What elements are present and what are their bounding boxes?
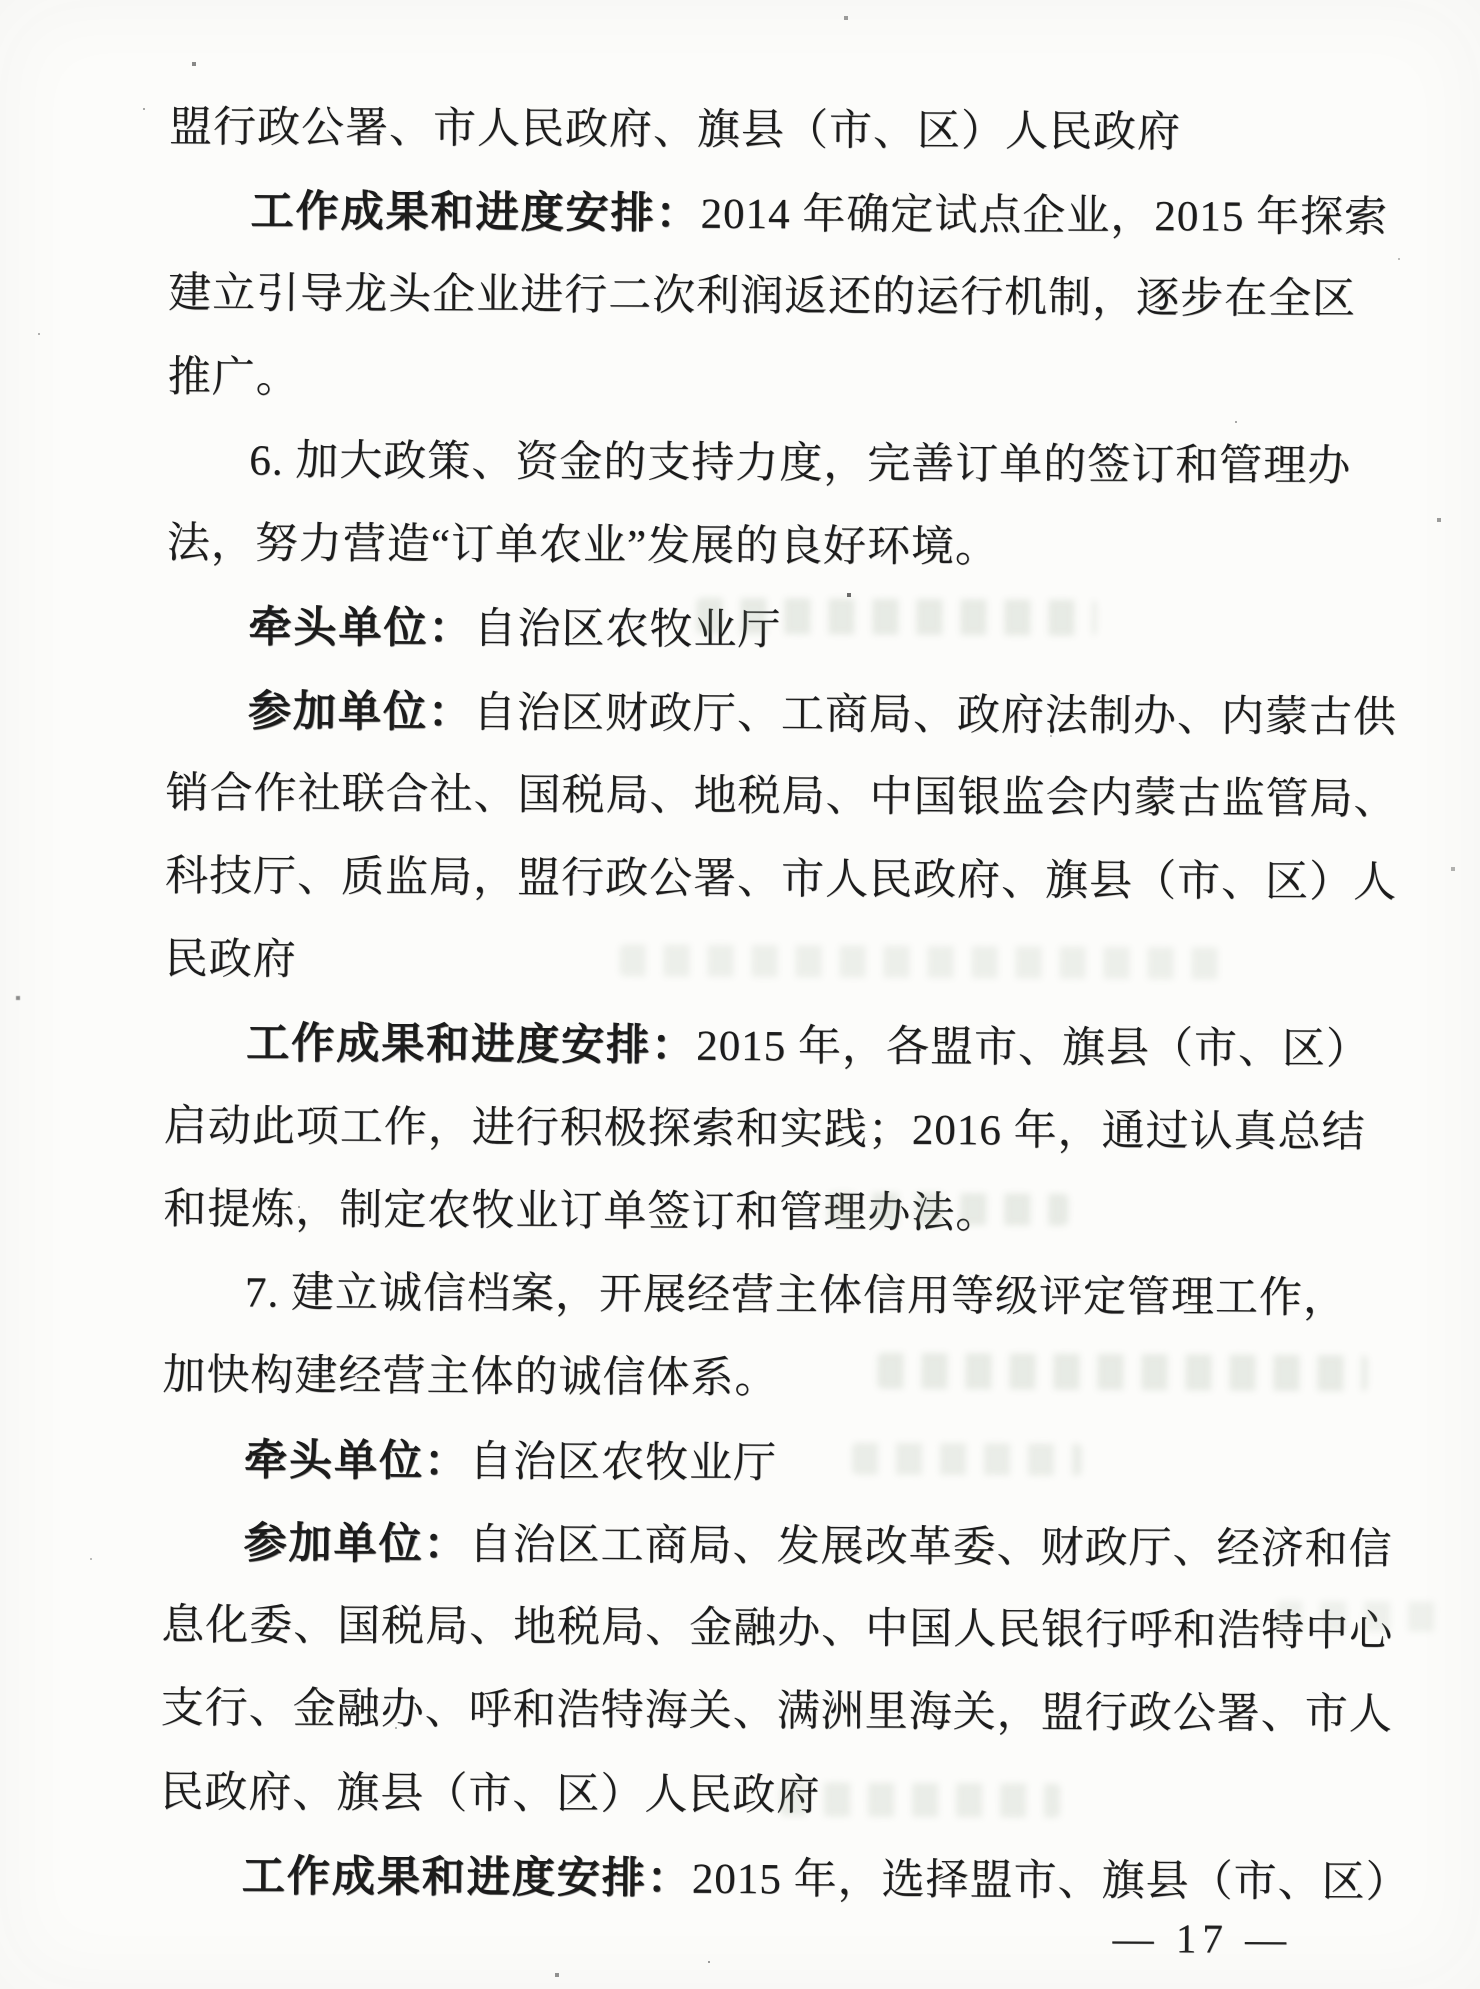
bold-label: 工作成果和进度安排： [250, 187, 701, 238]
line-text: 启动此项工作，进行积极探索和实践；2016 年，通过认真总结 [163, 1102, 1366, 1157]
line-text: 2014 年确定试点企业，2015 年探索 [700, 190, 1389, 242]
line-text: 自治区工商局、发展改革委、财政厅、经济和信 [468, 1521, 1393, 1574]
text-line [160, 1767, 820, 1822]
text-line [168, 268, 1356, 326]
line-text: 加快构建经营主体的诚信体系。 [162, 1351, 779, 1403]
text-line [167, 435, 1351, 493]
page-number: — 17 — [1112, 1914, 1293, 1962]
bold-label: 牵头单位： [248, 603, 474, 653]
line-text: 民政府、旗县（市、区）人民政府 [160, 1768, 821, 1820]
text-line [166, 685, 1397, 744]
text-line [165, 768, 1397, 826]
scan-noise-specks [0, 0, 2, 2]
text-line [163, 1184, 999, 1240]
line-text: 2015 年，选择盟市、旗县（市、区） [691, 1855, 1410, 1907]
bleedthrough-mark [877, 1353, 1367, 1392]
line-text: 6. 加大政策、资金的支持力度，完善订单的签订和管理办 [249, 437, 1352, 491]
line-text: 自治区农牧业厅 [473, 605, 782, 655]
line-text: 自治区农牧业厅 [468, 1438, 778, 1488]
line-text: 推广。 [167, 353, 300, 402]
text-line [166, 601, 781, 657]
bleedthrough-mark [852, 1443, 1082, 1476]
bleedthrough-mark [780, 1782, 1060, 1817]
text-line [161, 1517, 1392, 1576]
text-line [160, 1850, 1410, 1910]
line-text: 科技厅、质监局，盟行政公署、市人民政府、旗县（市、区）人 [164, 852, 1398, 907]
line-text: 盟行政公署、市人民政府、旗县（市、区）人民政府 [168, 104, 1182, 157]
text-line [165, 934, 297, 987]
line-text: 销合作社联合社、国税局、地税局、中国银监会内蒙古监管局、 [165, 769, 1398, 824]
text-line [164, 1101, 1366, 1159]
line-text: 和提炼，制定农牧业订单签订和管理办法。 [163, 1185, 1000, 1238]
line-text: 7. 建立诚信档案，开展经营主体信用等级评定管理工作， [244, 1269, 1348, 1323]
text-line [162, 1434, 777, 1490]
document-body [160, 102, 1480, 1907]
line-text: 法，努力营造“订单农业”发展的良好环境。 [166, 519, 1000, 572]
text-line [164, 1017, 1370, 1076]
line-text: 息化委、国税局、地税局、金融办、中国人民银行呼和浩特中心 [161, 1601, 1394, 1656]
bold-label: 参加单位： [243, 1519, 469, 1569]
text-line [161, 1683, 1393, 1741]
text-line [168, 185, 1388, 244]
line-text: 民政府 [164, 935, 297, 984]
line-text: 自治区财政厅、工商局、政府法制办、内蒙古供 [472, 689, 1398, 742]
bleedthrough-mark [620, 944, 1220, 979]
text-line [169, 102, 1181, 159]
bold-label: 工作成果和进度安排： [241, 1852, 692, 1903]
bold-label: 工作成果和进度安排： [246, 1019, 697, 1070]
text-line [162, 1350, 778, 1405]
line-text: 支行、金融办、呼和浩特海关、满洲里海关，盟行政公署、市人 [160, 1684, 1393, 1739]
text-line [165, 851, 1397, 909]
line-text: 建立引导龙头企业进行二次利润返还的运行机制，逐步在全区 [168, 269, 1357, 324]
text-line [167, 518, 999, 574]
bold-label: 参加单位： [247, 687, 474, 737]
text-line [161, 1600, 1393, 1658]
line-text: 2015 年，各盟市、旗县（市、区） [696, 1022, 1371, 1074]
text-line [163, 1267, 1347, 1325]
text-line [168, 352, 300, 405]
bold-label: 牵头单位： [243, 1436, 470, 1486]
